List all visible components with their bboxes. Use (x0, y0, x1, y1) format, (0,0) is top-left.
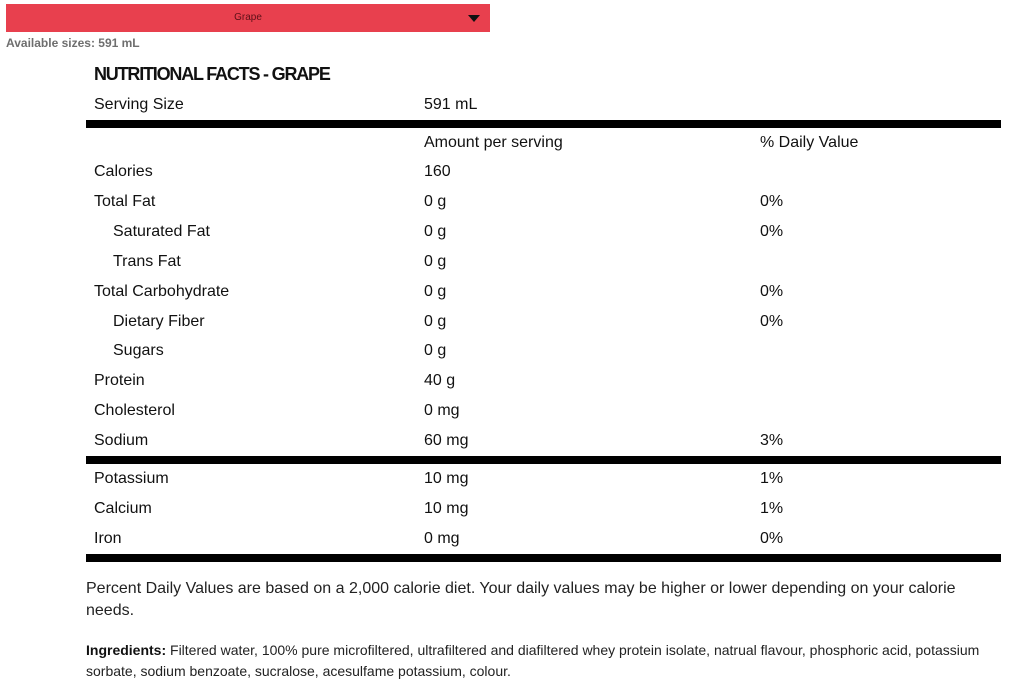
nutrient-dv: 3% (760, 432, 784, 449)
ingredients (86, 640, 1001, 682)
nutrient-label: Total Fat (94, 193, 156, 210)
table-row (86, 157, 1001, 187)
table-row (86, 247, 1001, 277)
nutrient-amount: 40 g (424, 372, 456, 389)
nutrient-dv: 0% (760, 283, 784, 300)
thick-divider (86, 120, 1001, 128)
nutrient-label: Protein (94, 372, 145, 389)
table-row (86, 277, 1001, 307)
nutrient-label: Sodium (94, 432, 149, 449)
nutrient-amount: 0 mg (424, 402, 460, 419)
thick-divider (86, 456, 1001, 464)
nutrient-amount: 0 g (424, 253, 447, 270)
mineral-label: Iron (94, 530, 122, 547)
thick-divider (86, 554, 1001, 562)
nutrient-label: Dietary Fiber (113, 313, 205, 330)
nutrient-amount: 0 g (424, 313, 447, 330)
nutrient-amount: 60 mg (424, 432, 469, 449)
serving-size-value: 591 mL (424, 96, 478, 113)
column-header-row (86, 128, 1001, 158)
serving-size-label: Serving Size (94, 96, 184, 113)
nutrient-amount: 160 (424, 163, 451, 180)
table-row (86, 336, 1001, 366)
mineral-amount: 0 mg (424, 530, 460, 547)
mineral-amount: 10 mg (424, 500, 469, 517)
ingredients-label: Ingredients: (86, 642, 167, 658)
daily-value-header: % Daily Value (760, 134, 859, 151)
nutrient-amount: 0 g (424, 342, 447, 359)
nutrient-amount: 0 g (424, 223, 447, 240)
mineral-amount: 10 mg (424, 470, 469, 487)
facts-title: NUTRITIONAL FACTS - GRAPE (94, 64, 330, 84)
nutrient-label: Sugars (113, 342, 164, 359)
serving-size-row (86, 90, 1001, 120)
table-row (86, 187, 1001, 217)
mineral-dv: 0% (760, 530, 784, 547)
table-row (86, 524, 1001, 554)
mineral-label: Potassium (94, 470, 169, 487)
mineral-label: Calcium (94, 500, 152, 517)
ingredients-text: Filtered water, 100% pure microfiltered, ultrafiltered and diafiltered whey protein isolate, natrual flavour, phosphoric acid, potassium sorbate, sodium benzoate, sucralose, acesulfame potassium, colour. (86, 642, 980, 679)
nutrient-amount: 0 g (424, 193, 447, 210)
table-row (86, 217, 1001, 247)
table-row (86, 426, 1001, 456)
flavor-select-value: Grape (234, 12, 262, 23)
daily-value-footnote: Percent Daily Values are based on a 2,000 calorie diet. Your daily values may be higher or lower depending on your calorie needs. (86, 580, 956, 619)
nutrient-dv: 0% (760, 313, 784, 330)
table-row (86, 366, 1001, 396)
table-row (86, 464, 1001, 494)
table-row (86, 396, 1001, 426)
table-row (86, 307, 1001, 337)
nutrient-label: Calories (94, 163, 153, 180)
mineral-dv: 1% (760, 500, 784, 517)
flavor-select[interactable] (6, 4, 490, 32)
nutrient-amount: 0 g (424, 283, 447, 300)
nutrient-dv: 0% (760, 223, 784, 240)
nutrient-label: Cholesterol (94, 402, 175, 419)
nutrient-label: Saturated Fat (113, 223, 210, 240)
available-sizes: Available sizes: 591 mL (6, 36, 140, 50)
nutrient-label: Total Carbohydrate (94, 283, 230, 300)
amount-header: Amount per serving (424, 134, 563, 151)
nutrient-dv: 0% (760, 193, 784, 210)
mineral-dv: 1% (760, 470, 784, 487)
table-row (86, 494, 1001, 524)
chevron-down-icon[interactable] (468, 15, 480, 22)
nutrient-label: Trans Fat (113, 253, 181, 270)
